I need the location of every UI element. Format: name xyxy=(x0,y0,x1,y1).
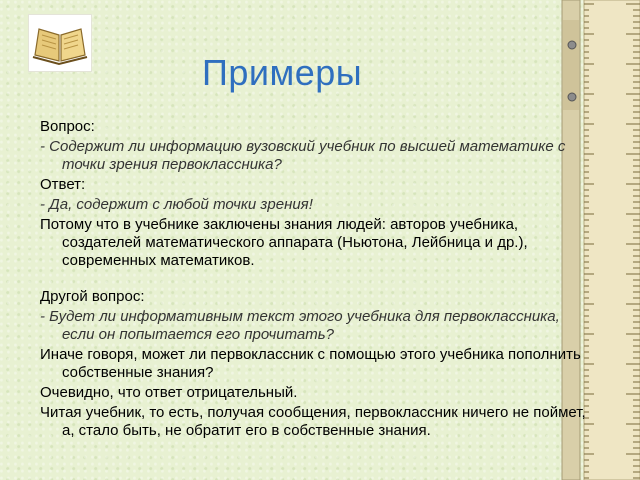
conclusion-text: Очевидно, что ответ отрицательный. xyxy=(40,384,298,401)
answer-text: - Да, содержит с любой точки зрения! xyxy=(40,196,313,213)
logo-box xyxy=(28,14,92,72)
question-text: - Содержит ли информацию вузовский учебник по высшей математике с точки зрения первоклассника? xyxy=(40,138,566,173)
explanation-text: Потому что в учебнике заключены знания людей: авторов учебника, создателей математического аппарата (Ньютона, Лейбница и др.), современных математиков. xyxy=(40,216,528,269)
answer-label: Ответ: xyxy=(40,176,86,193)
content-body xyxy=(40,118,595,442)
spacer xyxy=(40,272,595,288)
open-book-icon xyxy=(29,15,91,71)
reasoning-text: Читая учебник, то есть, получая сообщения, первоклассник ничего не поймет, а, стало быть, не обратит его в собственные знания. xyxy=(40,404,586,439)
question-label: Вопрос: xyxy=(40,118,95,135)
question2-label: Другой вопрос: xyxy=(40,288,145,305)
page-title: Примеры xyxy=(202,52,363,93)
rephrase-text: Иначе говоря, может ли первоклассник с помощью этого учебника пополнить собственные знания? xyxy=(40,346,581,381)
question2-text: - Будет ли информативным текст этого учебника для первоклассника, если он попытается его прочитать? xyxy=(40,308,560,343)
